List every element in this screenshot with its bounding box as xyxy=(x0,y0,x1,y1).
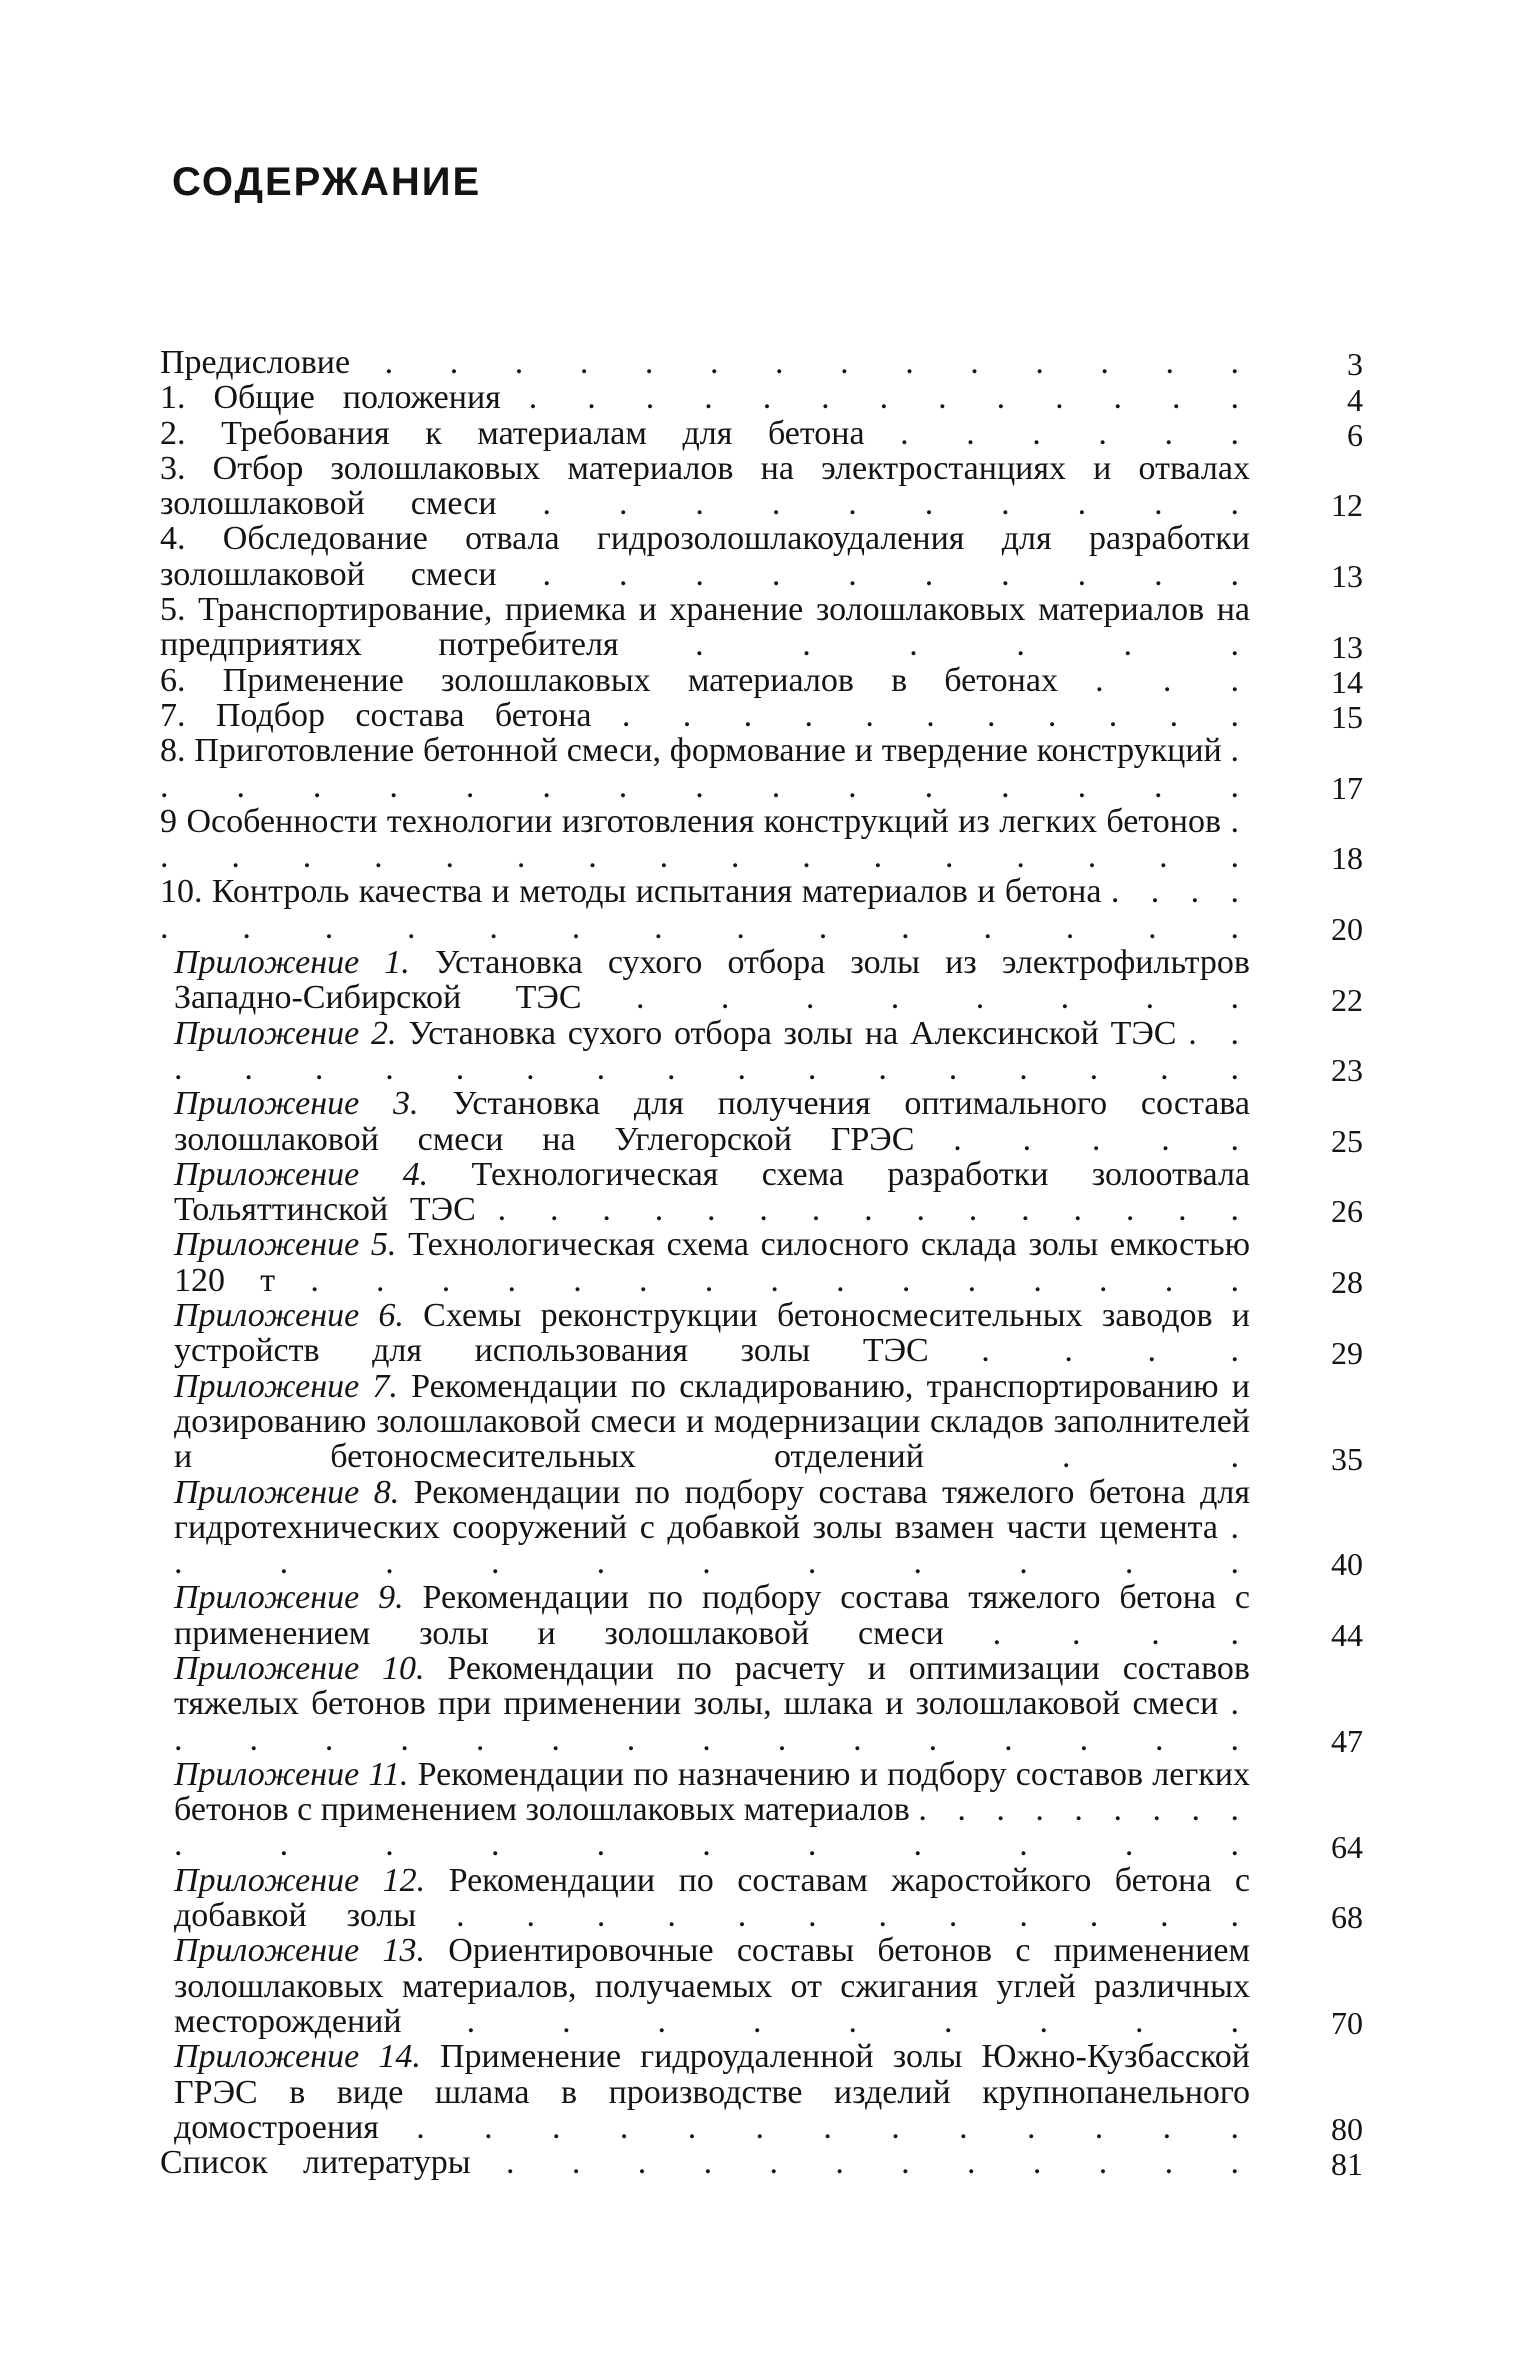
page-number: 80 xyxy=(1331,2111,1363,2148)
toc-entry-title: 1. Общие положения xyxy=(160,379,501,417)
toc-entry xyxy=(160,1757,1375,1863)
page-number: 47 xyxy=(1331,1722,1363,1759)
page-number: 17 xyxy=(1331,769,1363,806)
toc-entry xyxy=(160,1580,1375,1651)
page-number: 13 xyxy=(1331,558,1363,595)
toc-entry-text xyxy=(160,1157,1250,1228)
toc-entry xyxy=(160,1226,1375,1301)
toc-entry-text xyxy=(160,2039,1250,2145)
page-number: 81 xyxy=(1331,2146,1363,2183)
appendix-label: Приложение 10. xyxy=(174,1649,425,1687)
toc-entry xyxy=(160,1369,1375,1475)
dot-leader: . . . . . . . . . . . . . . . . . . xyxy=(174,1014,1250,1087)
toc-entry xyxy=(160,451,1375,522)
dot-leader: . . . . . . . . xyxy=(635,979,1250,1017)
dot-leader: . . . . xyxy=(981,1332,1251,1370)
toc-entry-text xyxy=(160,345,1250,380)
toc-entry xyxy=(160,1863,1375,1934)
toc-entry xyxy=(160,344,1375,383)
toc-entry-title: Рекомендации по назначению и подбору составов легких бетонов с применением золошлаковых материалов xyxy=(174,1755,1250,1829)
page-number: 13 xyxy=(1331,628,1363,665)
toc-entry xyxy=(160,945,1375,1016)
dot-leader: . . . . . . . . . . . . . . . . xyxy=(160,732,1250,805)
dot-leader: . . . . . . . . . xyxy=(466,2002,1251,2040)
toc-entry-title: Установка сухого отбора золы на Алексинской ТЭС xyxy=(408,1014,1177,1052)
toc-entry-title: Рекомендации по составам жаростойкого бетона с добавкой золы xyxy=(174,1861,1250,1935)
dot-leader: . . . . . . . . . . . . . . . . xyxy=(174,1685,1250,1758)
page-number: 18 xyxy=(1331,840,1363,877)
dot-leader: . . . . . . . . . . . . . . . . . . . . xyxy=(174,1791,1251,1864)
toc-entry-title: 3. Отбор золошлаковых материалов на электростанциях и отвалах золошлаковой смеси xyxy=(160,449,1250,523)
toc-entry-title: 5. Транспортирование, приемка и хранение золошлаковых материалов на предприятиях потребителя xyxy=(160,591,1250,664)
toc-entry xyxy=(160,873,1375,948)
appendix-label: Приложение 13. xyxy=(174,1932,425,1970)
dot-leader: . . . . . . . . . . . . . xyxy=(528,379,1251,417)
toc-entry-text xyxy=(160,1580,1250,1651)
toc-entry xyxy=(160,2038,1375,2148)
toc-entry xyxy=(160,804,1375,875)
page-number: 44 xyxy=(1331,1616,1363,1653)
dot-leader: . . . . . . . . . . . . . . . xyxy=(497,1191,1251,1229)
toc-entry xyxy=(160,1086,1375,1157)
table-of-contents xyxy=(160,344,1375,2183)
appendix-label: Приложение 14. xyxy=(174,2038,421,2076)
appendix-label: Приложение 1. xyxy=(174,944,410,982)
page-number: 3 xyxy=(1347,346,1363,383)
toc-entry-text xyxy=(160,380,1250,415)
page-number: 20 xyxy=(1331,911,1363,948)
toc-entry-text xyxy=(160,1086,1250,1157)
toc-entry xyxy=(160,592,1375,663)
toc-entry-text xyxy=(160,1016,1250,1087)
dot-leader: . . . . . . . . . . xyxy=(542,485,1251,523)
toc-entry xyxy=(160,2144,1375,2183)
dot-leader: . . . . . . xyxy=(900,414,1251,452)
appendix-label: Приложение 12. xyxy=(174,1861,426,1899)
page-number: 29 xyxy=(1331,1334,1363,1371)
appendix-label: Приложение 7. xyxy=(174,1367,398,1405)
page-number: 23 xyxy=(1331,1052,1363,1089)
page-title: СОДЕРЖАНИЕ xyxy=(172,160,482,204)
appendix-label: Приложение 8. xyxy=(174,1473,400,1511)
dot-leader: . . . . . . . . . . . . . . . xyxy=(310,1261,1251,1299)
dot-leader: . . . . . . . . . . . . xyxy=(174,1508,1251,1582)
page-number: 70 xyxy=(1331,2005,1363,2042)
toc-entry xyxy=(160,1475,1375,1581)
page-number: 68 xyxy=(1331,1899,1363,1936)
toc-entry-text xyxy=(160,416,1250,451)
toc-entry xyxy=(160,1298,1375,1369)
page-number: 6 xyxy=(1347,416,1363,453)
dot-leader: . . . . . . . . . . . xyxy=(621,696,1251,734)
dot-leader: . . . . . . . . . . . . . . . . . xyxy=(160,802,1251,876)
toc-entry xyxy=(160,696,1375,736)
dot-leader: . . . xyxy=(1095,661,1251,699)
toc-entry-text xyxy=(160,1227,1250,1298)
toc-entry-title: Рекомендации по подбору состава тяжелого бетона с применением золы и золошлаковой смеси xyxy=(174,1579,1250,1652)
toc-entry-title: Рекомендации по расчету и оптимизации составов тяжелых бетонов при применении золы, шлака и золошлаковой смеси xyxy=(174,1649,1250,1723)
dot-leader: . . . . . . . . . . xyxy=(542,555,1251,593)
toc-entry-title: Установка сухого отбора золы из электрофильтров Западно-Сибирской ТЭС xyxy=(174,944,1250,1017)
toc-entry xyxy=(160,416,1375,451)
dot-leader: . . . . . . . . . . . . xyxy=(456,1897,1251,1935)
toc-entry-text xyxy=(160,1863,1250,1934)
toc-entry-title: 10. Контроль качества и методы испытания материалов и бетона xyxy=(160,873,1102,911)
toc-entry-text xyxy=(160,874,1250,945)
toc-entry xyxy=(160,1932,1375,2042)
toc-entry-text xyxy=(160,663,1250,698)
toc-entry-title: 2. Требования к материалам для бетона xyxy=(160,414,865,452)
dot-leader: . . xyxy=(1061,1438,1250,1476)
page-number: 22 xyxy=(1331,981,1363,1018)
toc-entry-title: Ориентировочные составы бетонов с применением золошлаковых материалов, получаемых от сжигания углей различных месторождений xyxy=(174,1932,1250,2040)
dot-leader: . . . . . . . . . . . . . . . . . . xyxy=(160,873,1251,946)
toc-entry-text xyxy=(160,521,1250,592)
appendix-label: Приложение 11. xyxy=(174,1755,409,1793)
toc-entry-text xyxy=(160,2145,1250,2180)
appendix-label: Приложение 2. xyxy=(174,1014,397,1052)
page-number: 64 xyxy=(1331,1828,1363,1865)
dot-leader: . . . . . xyxy=(953,1120,1251,1158)
appendix-label: Приложение 5. xyxy=(174,1226,397,1264)
toc-entry-title: 8. Приготовление бетонной смеси, формование и твердение конструкций xyxy=(160,732,1222,770)
toc-entry-text xyxy=(160,945,1250,1016)
toc-entry-text xyxy=(160,1298,1250,1369)
toc-entry-text xyxy=(160,592,1250,663)
toc-entry-text xyxy=(160,733,1250,804)
toc-entry-title: 9 Особенности технологии изготовления конструкций из легких бетонов xyxy=(160,802,1222,840)
toc-entry xyxy=(160,733,1375,804)
appendix-label: Приложение 6. xyxy=(174,1297,404,1335)
toc-entry-title: Рекомендации по подбору состава тяжелого бетона для гидротехнических сооружений с добавкой золы взамен части цемента xyxy=(174,1473,1251,1546)
toc-entry-title: Установка для получения оптимального состава золошлаковой смеси на Углегорской ГРЭС xyxy=(174,1085,1251,1158)
toc-entry-title: Технологическая схема силосного склада золы емкостью 120 т xyxy=(174,1226,1250,1299)
toc-entry-title: 7. Подбор состава бетона xyxy=(160,696,592,734)
toc-entry xyxy=(160,1651,1375,1757)
appendix-label: Приложение 9. xyxy=(174,1579,404,1617)
toc-entry-title: Предисловие xyxy=(160,344,351,381)
toc-entry-title: Список литературы xyxy=(160,2144,471,2182)
page-number: 28 xyxy=(1331,1264,1363,1301)
dot-leader: . . . . xyxy=(992,1614,1251,1652)
appendix-label: Приложение 3. xyxy=(174,1085,419,1123)
appendix-label: Приложение 4. xyxy=(174,1155,429,1193)
toc-entry xyxy=(160,663,1375,698)
page-number: 40 xyxy=(1331,1546,1363,1583)
page-number: 12 xyxy=(1331,487,1363,524)
toc-entry-title: Рекомендации по складированию, транспортированию и дозированию золошлаковой смеси и модернизации складов заполнителей и бетоносмесительных отделений xyxy=(174,1367,1250,1476)
toc-entry xyxy=(160,379,1375,418)
dot-leader: . . . . . . . . . . . . . xyxy=(416,2108,1251,2146)
toc-entry xyxy=(160,1016,1375,1087)
toc-entry-title: Технологическая схема разработки золоотвала Тольяттинской ТЭС xyxy=(174,1155,1251,1229)
toc-entry-text xyxy=(160,1757,1250,1863)
page-number: 14 xyxy=(1331,663,1363,700)
toc-entry-text xyxy=(160,804,1250,875)
page-number: 26 xyxy=(1331,1193,1363,1230)
toc-entry-text xyxy=(160,1369,1250,1475)
toc-entry-text xyxy=(160,1475,1250,1581)
dot-leader: . . . . . . xyxy=(695,626,1251,664)
page-number: 25 xyxy=(1331,1122,1363,1159)
dot-leader: . . . . . . . . . . . . . . xyxy=(384,344,1251,381)
toc-entry-title: 6. Применение золошлаковых материалов в бетонах xyxy=(160,661,1058,699)
dot-leader: . . . . . . . . . . . . xyxy=(506,2144,1251,2182)
toc-entry-text xyxy=(160,1933,1250,2039)
toc-entry-title: Схемы реконструкции бетоносмесительных заводов и устройств для использования золы ТЭС xyxy=(174,1297,1251,1370)
toc-entry-title: 4. Обследование отвала гидрозолошлакоудаления для разработки золошлаковой смеси xyxy=(160,520,1250,593)
toc-entry-title: Применение гидроудаленной золы Южно-Кузбасской ГРЭС в виде шлама в производстве изделий крупнопанельного домостроения xyxy=(174,2038,1250,2146)
page-number: 15 xyxy=(1331,699,1363,736)
toc-entry-text xyxy=(160,451,1250,522)
page-number: 4 xyxy=(1347,381,1363,418)
toc-entry xyxy=(160,1157,1375,1228)
page-number: 35 xyxy=(1331,1440,1363,1477)
toc-entry xyxy=(160,520,1375,595)
toc-entry-text xyxy=(160,698,1250,733)
toc-entry-text xyxy=(160,1651,1250,1757)
